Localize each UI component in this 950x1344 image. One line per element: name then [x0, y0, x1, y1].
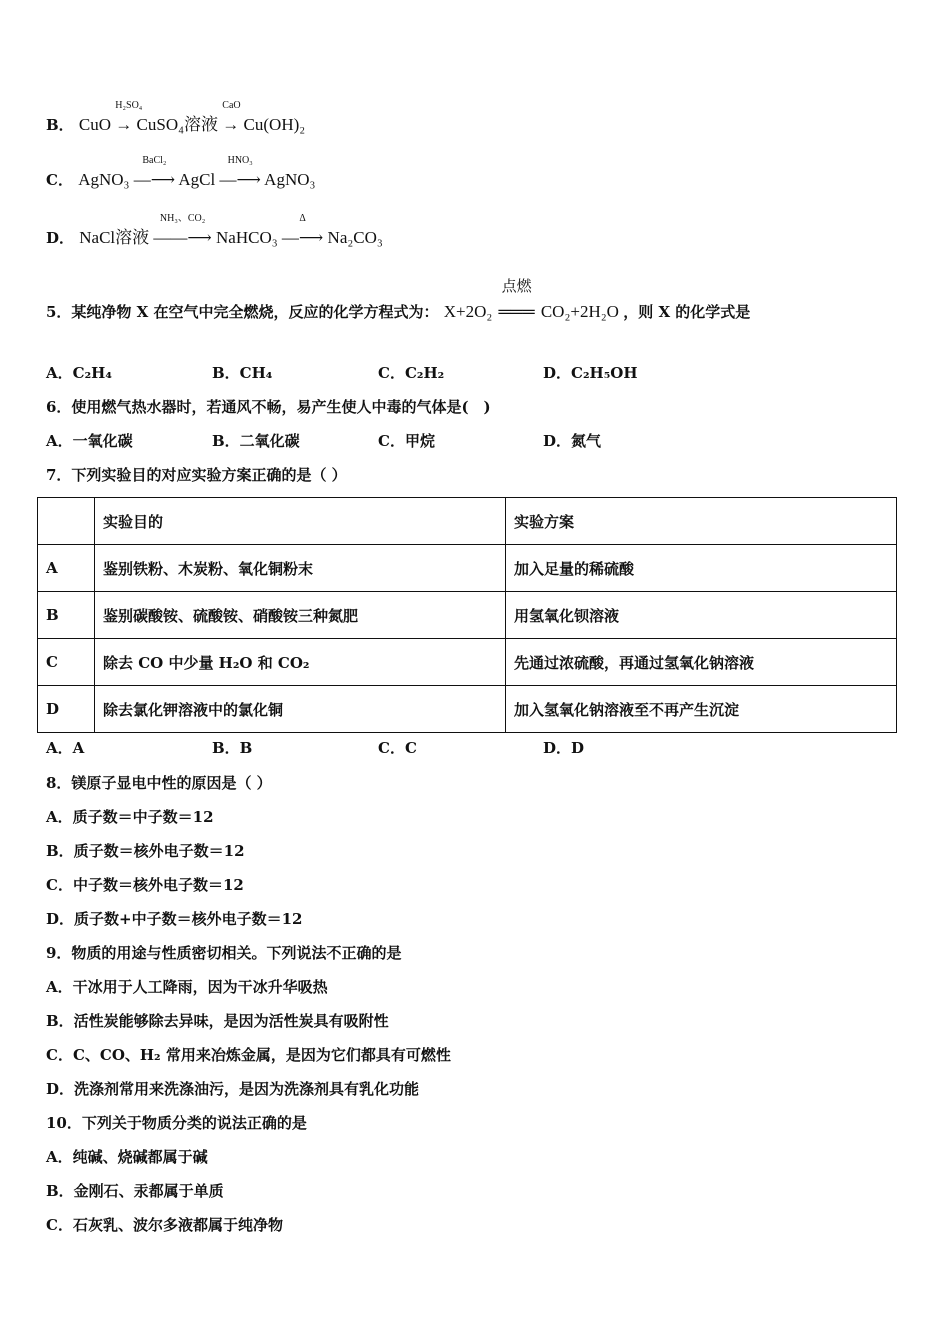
product: Na₂CO₃: [327, 228, 383, 247]
q4-option-b: [46, 100, 306, 135]
table-header-row: [38, 498, 897, 545]
q6-option-b: B．二氧化碳: [212, 432, 300, 450]
reaction-condition: NH₃、CO₂: [159, 213, 206, 224]
equation-right: CO₂+2H₂O: [540, 302, 619, 321]
table-header-cell: [38, 498, 95, 545]
equation-condition: 点燃: [501, 279, 532, 295]
q8-option-d: D．质子数+中子数＝核外电子数＝12: [46, 910, 303, 928]
q6-option-c: C．甲烷: [378, 432, 435, 450]
reaction-condition: Δ: [299, 213, 306, 224]
q4-option-c: [46, 155, 316, 190]
table-cell: A: [38, 545, 95, 592]
q7-option-d: D．D: [543, 739, 585, 757]
q9-option-b: B．活性炭能够除去异味，是因为活性炭具有吸附性: [46, 1012, 389, 1030]
q7-option-c: C．C: [378, 739, 417, 757]
intermediate: CuSO₄溶液: [136, 115, 219, 134]
q10-option-c: C．石灰乳、波尔多液都属于纯净物: [46, 1216, 283, 1234]
table-cell: 加入氢氧化钠溶液至不再产生沉淀: [506, 686, 897, 733]
table-cell: B: [38, 592, 95, 639]
combustion-equation: [443, 279, 623, 321]
table-cell: 除去氯化钾溶液中的氯化铜: [95, 686, 506, 733]
reaction-arrow: NH₃、CO₂ ——⟶: [153, 213, 212, 247]
equation-left: X+2O₂: [443, 302, 493, 321]
table-cell: 鉴别铁粉、木炭粉、氧化铜粉末: [95, 545, 506, 592]
q6-option-a: A．一氧化碳: [46, 432, 133, 450]
q5-stem: [46, 279, 751, 322]
q9-option-d: D．洗涤剂常用来洗涤油污，是因为洗涤剂具有乳化功能: [46, 1080, 420, 1098]
q8-option-b: B．质子数＝核外电子数＝12: [46, 842, 245, 860]
option-label: C．: [46, 171, 73, 189]
reaction-arrow: HNO₃ —⟶: [219, 155, 261, 189]
q5-stem-text: 5．某纯净物 X 在空气中完全燃烧，反应的化学方程式为：: [46, 303, 439, 321]
product: Cu(OH)₂: [243, 115, 306, 134]
intermediate: AgCl: [178, 170, 216, 189]
table-header-cell: 实验目的: [95, 498, 506, 545]
q4-option-d: [46, 213, 383, 248]
reactant: AgNO₃: [78, 170, 130, 189]
q8-option-c: C．中子数＝核外电子数＝12: [46, 876, 244, 894]
q6-stem: 6．使用燃气热水器时，若通风不畅，易产生使人中毒的气体是( ): [46, 398, 491, 416]
reaction-condition: HNO₃: [227, 155, 253, 166]
reactant: NaCl溶液: [79, 228, 150, 247]
reaction-condition: CaO: [222, 100, 241, 111]
q9-option-a: A．干冰用于人工降雨，因为干冰升华吸热: [46, 978, 328, 996]
reaction-arrow: H₂SO₄ →: [115, 100, 143, 134]
q7-option-b: B．B: [212, 739, 253, 757]
option-label: D．: [46, 229, 75, 247]
table-cell: D: [38, 686, 95, 733]
q5-option-d: D．C₂H₅OH: [543, 364, 638, 382]
table-cell: 加入足量的稀硫酸: [506, 545, 897, 592]
reaction-arrow: CaO →: [222, 100, 241, 134]
intermediate: NaHCO₃: [216, 228, 278, 247]
q5-option-c: C．C₂H₂: [378, 364, 445, 382]
q7-stem: 7．下列实验目的对应实验方案正确的是（ ）: [46, 466, 347, 484]
q10-option-b: B．金刚石、汞都属于单质: [46, 1182, 224, 1200]
q5-option-b: B．CH₄: [212, 364, 273, 382]
reaction-formula: [79, 213, 383, 247]
option-label: B．: [46, 116, 74, 134]
experiment-table: [37, 497, 897, 733]
table-cell: 除去 CO 中少量 H₂O 和 CO₂: [95, 639, 506, 686]
table-cell: 用氢氧化钡溶液: [506, 592, 897, 639]
q5-stem-tail: ，则 X 的化学式是: [623, 303, 751, 321]
table-cell: 鉴别碳酸铵、硫酸铵、硝酸铵三种氮肥: [95, 592, 506, 639]
table-row: [38, 545, 897, 592]
table-header-cell: 实验方案: [506, 498, 897, 545]
q7-option-a: A．A: [46, 739, 85, 757]
table-row: [38, 592, 897, 639]
reactant: CuO: [78, 115, 112, 134]
q5-option-a: A．C₂H₄: [46, 364, 112, 382]
q9-option-c: C．C、CO、H₂ 常用来冶炼金属，是因为它们都具有可燃性: [46, 1046, 451, 1064]
q10-option-a: A．纯碱、烧碱都属于碱: [46, 1148, 208, 1166]
reaction-arrow: BaCl₂ —⟶: [133, 155, 176, 189]
q8-option-a: A．质子数＝中子数＝12: [46, 808, 214, 826]
q9-stem: 9．物质的用途与性质密切相关。下列说法不正确的是: [46, 944, 402, 962]
reaction-arrow: Δ —⟶: [281, 213, 324, 247]
q6-option-d: D．氮气: [543, 432, 602, 450]
table-cell: 先通过浓硫酸，再通过氢氧化钠溶液: [506, 639, 897, 686]
reaction-formula: [78, 155, 316, 189]
reaction-condition: H₂SO₄: [115, 100, 143, 111]
table-row: [38, 686, 897, 733]
reaction-formula: [78, 100, 306, 134]
q10-stem: 10．下列关于物质分类的说法正确的是: [46, 1114, 307, 1132]
product: AgNO₃: [264, 170, 316, 189]
q8-stem: 8．镁原子显电中性的原因是（ ）: [46, 774, 272, 792]
reaction-condition: BaCl₂: [142, 155, 167, 166]
equation-equals: 点燃 ═══: [498, 279, 535, 321]
table-cell: C: [38, 639, 95, 686]
table-row: [38, 639, 897, 686]
